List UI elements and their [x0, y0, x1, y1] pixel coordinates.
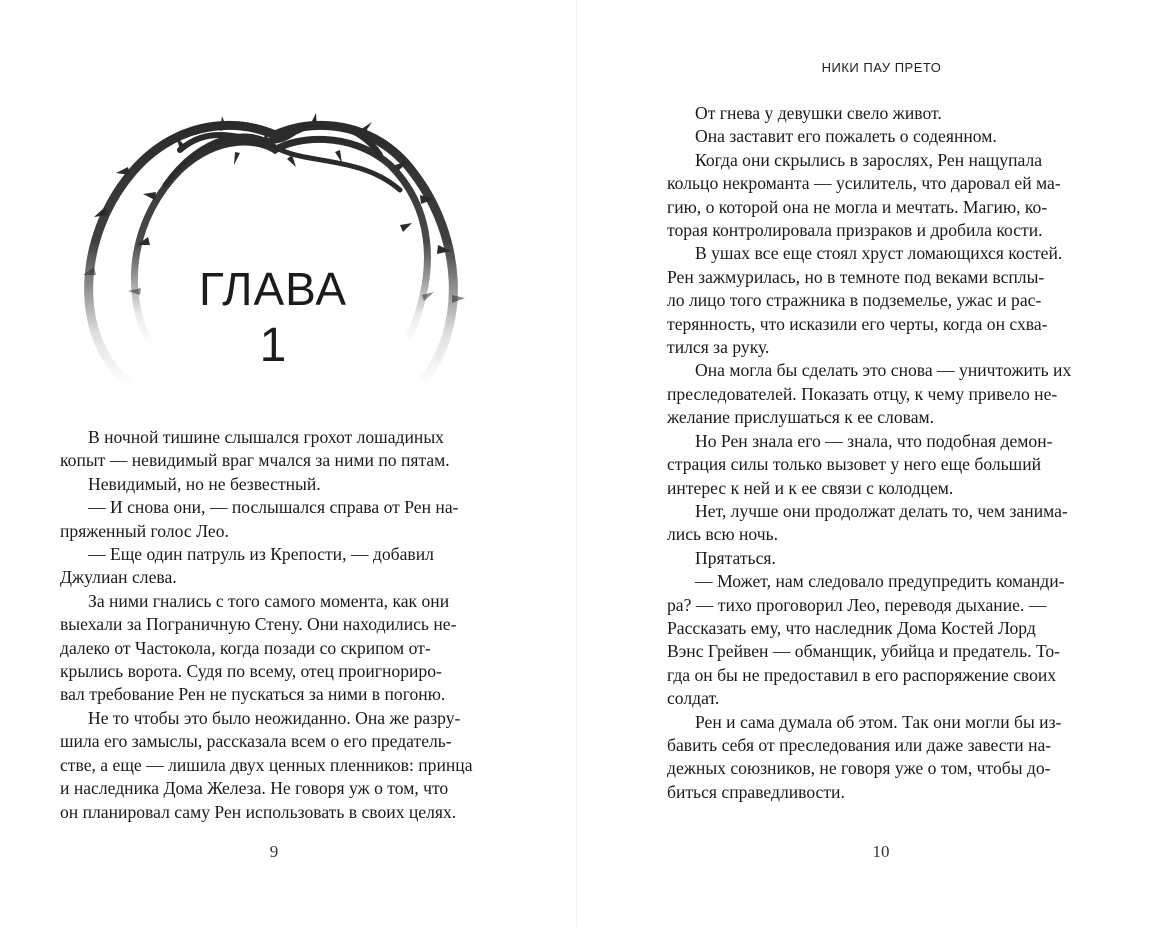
text-line: стве, а еще — лишила двух ценных пленников: принца	[60, 754, 473, 775]
text-line: крылись ворота. Судя по всему, отец проигнориро-	[60, 661, 442, 682]
text-line: Джулиан слева.	[60, 567, 177, 588]
text-line: вал требование Рен не пускаться за ними в погоню.	[60, 684, 446, 705]
text-line: От гнева у девушки свело живот.	[695, 103, 942, 123]
text-line: и наследника Дома Железа. Не говоря уж о том, что	[60, 778, 449, 799]
text-line: Невидимый, но не безвестный.	[88, 473, 321, 494]
text-line: Когда они скрылись в зарослях, Рен нащупала	[695, 149, 1043, 170]
running-head	[577, 60, 1152, 75]
page-number-left: 9	[269, 842, 279, 861]
text-line: он планировал саму Рен использовать в своих целях.	[60, 801, 457, 822]
text-line: торая контролировала призраков и дробила кости.	[667, 220, 1043, 241]
text-line: кольцо некроманта — усилитель, что даровал ей ма-	[667, 173, 1061, 194]
text-line: пряженный голос Лео.	[60, 520, 229, 541]
text-line: гда он бы не предоставил в его распоряжение своих	[667, 664, 1057, 685]
text-line: далеко от Частокола, когда позади со скрипом от-	[60, 637, 431, 658]
text-line: За ними гнались с того самого момента, как они	[88, 590, 450, 611]
text-line: желание прислушаться к ее словам.	[667, 407, 935, 428]
text-line: шила его замыслы, рассказала всем о его предатель-	[60, 731, 452, 752]
text-line: терянность, что исказили его черты, когда он схва-	[667, 313, 1048, 334]
left-page-body-text	[60, 426, 488, 824]
page-number-right: 10	[872, 842, 890, 861]
text-line: гию, о которой она не могла и мечтать. Магию, ко-	[667, 196, 1048, 217]
text-line: лись всю ночь.	[667, 524, 779, 545]
text-line: Но Рен знала его — знала, что подобная демон-	[695, 430, 1053, 451]
text-line: Рассказать ему, что наследник Дома Костей Лорд	[667, 617, 1036, 638]
text-line: Она заставит его пожалеть о содеянном.	[695, 126, 997, 147]
text-line: Рен зажмурилась, но в темноте под веками всплы-	[667, 266, 1045, 287]
text-line: Не то чтобы это было неожиданно. Она же разру-	[88, 707, 461, 728]
running-head-author: НИКИ ПАУ ПРЕТО	[821, 60, 942, 75]
text-line: Вэнс Грейвен — обманщик, убийца и предатель. То-	[667, 641, 1060, 662]
text-line: тился за руку.	[667, 337, 770, 358]
text-line: — Еще один патруль из Крепости, — добавил	[88, 544, 434, 565]
text-line: копыт — невидимый враг мчался за ними по пятам.	[60, 450, 450, 471]
text-line: — Может, нам следовало предупредить команди-	[695, 571, 1065, 592]
text-line: В ночной тишине слышался грохот лошадиных	[88, 427, 444, 447]
text-line: В ушах все еще стоял хруст ломающихся костей.	[695, 243, 1063, 264]
text-line: солдат.	[667, 688, 720, 709]
text-line: выехали за Пограничную Стену. Они находились не-	[60, 614, 457, 635]
chapter-heading: ГЛАВА	[198, 263, 348, 315]
text-line: Прятаться.	[695, 547, 776, 568]
text-line: Нет, лучше они продолжат делать то, чем занима-	[695, 500, 1068, 521]
text-line: бавить себя от преследования или даже завести на-	[667, 734, 1052, 755]
text-line: Она могла бы сделать это снова — уничтожить их	[695, 360, 1072, 381]
text-line: биться справедливости.	[667, 781, 845, 802]
text-line: интерес к ней и к ее связи с колодцем.	[667, 477, 954, 498]
right-page	[577, 0, 1152, 927]
text-line: дежных союзников, не говоря уже о том, чтобы до-	[667, 758, 1051, 779]
chapter-number: 1	[259, 319, 287, 372]
right-page-body-text	[667, 102, 1099, 804]
text-line: Рен и сама думала об этом. Так они могли бы из-	[695, 711, 1062, 732]
text-line: — И снова они, — послышался справа от Рен на-	[88, 497, 459, 518]
text-line: преследователей. Показать отцу, к чему привело не-	[667, 383, 1058, 404]
text-line: страция силы только вызовет у него еще больший	[667, 454, 1042, 475]
text-line: ло лицо того стражника в подземелье, ужас и рас-	[667, 290, 1042, 311]
text-line: ра? — тихо проговорил Лео, переводя дыхание. —	[667, 594, 1047, 615]
